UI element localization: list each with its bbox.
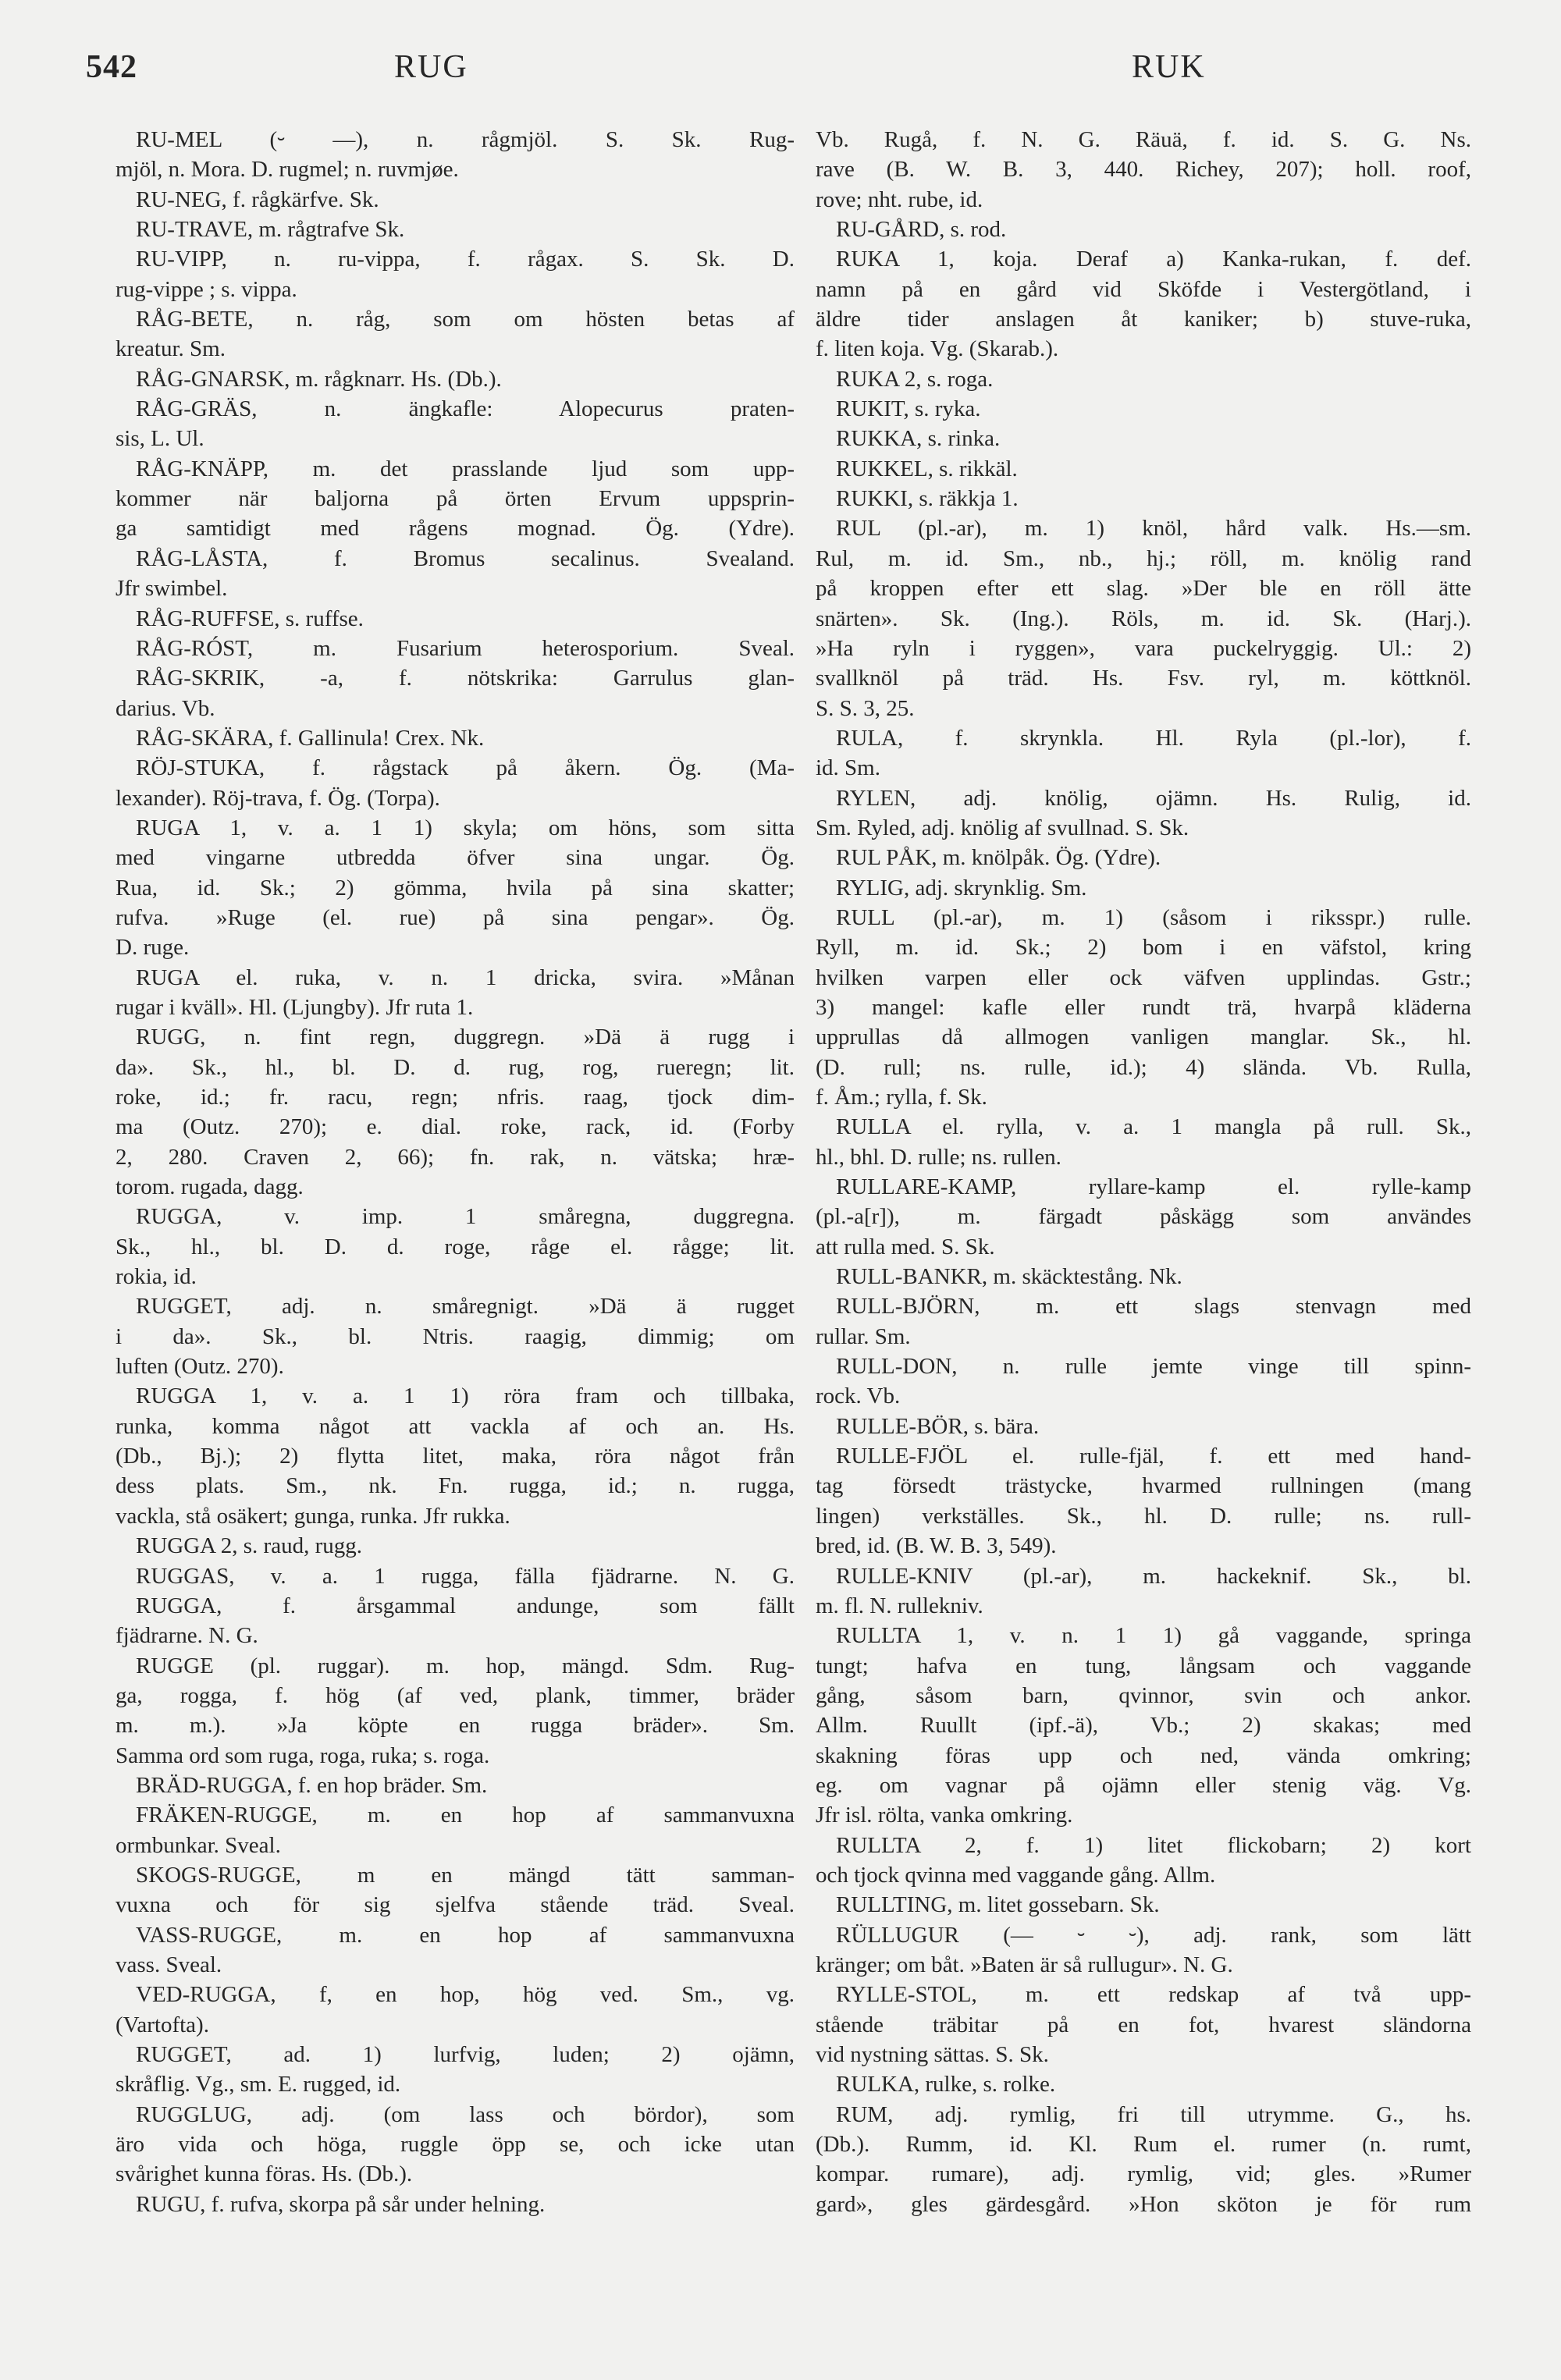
text-line: skakning föras upp och ned, vända omkring; <box>816 1742 1471 1768</box>
text-line: Rua, id. Sk.; 2) gömma, hvila på sina skatter; <box>116 875 795 900</box>
text-line: i da». Sk., bl. Ntris. raagig, dimmig; om <box>116 1323 795 1349</box>
text-line: roke, id.; fr. racu, regn; nfris. raag, tjock dim- <box>116 1085 795 1110</box>
text-line: BRÄD-RUGGA, f. en hop bräder. Sm. <box>136 1772 488 1798</box>
text-line: svallknöl på träd. Hs. Fsv. ryl, m. köttknöl. <box>816 666 1471 691</box>
text-line: id. Sm. <box>816 755 880 781</box>
text-line: (D. rull; ns. rulle, id.); 4) slända. Vb. Rulla, <box>816 1054 1471 1080</box>
left-column <box>116 125 795 2219</box>
text-line: rug-vippe ; s. vippa. <box>116 276 297 302</box>
text-line: (pl.-a[r]), m. färgadt påskägg som användes <box>816 1204 1471 1230</box>
text-line: Vb. Rugå, f. N. G. Räuä, f. id. S. G. Ns. <box>816 127 1471 152</box>
text-line: RUL PÅK, m. knölpåk. Ög. (Ydre). <box>836 845 1161 871</box>
text-line: RÅG-KNÄPP, m. det prasslande ljud som upp- <box>136 456 795 481</box>
text-line: RUKKI, s. räkkja 1. <box>836 486 1019 512</box>
text-line: kreatur. Sm. <box>116 336 226 362</box>
text-line: torom. rugada, dagg. <box>116 1174 304 1200</box>
text-line: da». Sk., hl., bl. D. d. rug, rog, rueregn; lit. <box>116 1054 795 1080</box>
text-line: RÅG-BETE, n. råg, som om hösten betas af <box>136 307 795 332</box>
text-line: vid nystning sättas. S. Sk. <box>816 2042 1049 2067</box>
running-head-left: RUG <box>394 49 468 85</box>
text-line: RUKA 2, s. roga. <box>836 366 994 392</box>
text-line: Allm. Ruullt (ipf.-ä), Vb.; 2) skakas; med <box>816 1713 1471 1739</box>
text-line: rufva. »Ruge (el. rue) på sina pengar». Ög. <box>116 904 795 930</box>
text-line: RUKA 1, koja. Deraf a) Kanka-rukan, f. def. <box>836 247 1471 272</box>
text-line: hl., bhl. D. rulle; ns. rullen. <box>816 1144 1061 1170</box>
text-line: lexander). Röj-trava, f. Ög. (Torpa). <box>116 785 440 811</box>
text-line: RÅG-SKRIK, -a, f. nötskrika: Garrulus glan- <box>136 666 795 691</box>
text-line: RUGGET, ad. 1) lurfvig, luden; 2) ojämn, <box>136 2042 795 2067</box>
text-line: stående träbitar på en fot, hvarest sländorna <box>816 2012 1471 2037</box>
text-line: RUL (pl.-ar), m. 1) knöl, hård valk. Hs.—sm. <box>836 516 1471 542</box>
text-line: Jfr swimbel. <box>116 576 228 602</box>
running-head-right: RUK <box>1132 49 1206 85</box>
text-line: RÅG-GNARSK, m. rågknarr. Hs. (Db.). <box>136 366 502 392</box>
text-line: RULLTA 1, v. n. 1 1) gå vaggande, springa <box>836 1623 1471 1649</box>
text-line: namn på en gård vid Sköfde i Vestergötland, i <box>816 276 1471 302</box>
text-line: RUKKEL, s. rikkäl. <box>836 456 1018 481</box>
text-line: RYLLE-STOL, m. ett redskap af två upp- <box>836 1982 1471 2008</box>
text-line: RULLARE-KAMP, ryllare-kamp el. rylle-kamp <box>836 1174 1471 1200</box>
text-line: RU-NEG, f. rågkärfve. Sk. <box>136 186 379 212</box>
text-line: luften (Outz. 270). <box>116 1354 284 1380</box>
text-line: rokia, id. <box>116 1264 197 1290</box>
text-line: RUKKA, s. rinka. <box>836 426 1001 452</box>
text-line: RULLTING, m. litet gossebarn. Sk. <box>836 1892 1160 1918</box>
text-line: och tjock qvinna med vaggande gång. Allm. <box>816 1862 1216 1888</box>
text-line: rove; nht. rube, id. <box>816 186 983 212</box>
text-line: RUGU, f. rufva, skorpa på sår under helning. <box>136 2191 546 2217</box>
text-line: sis, L. Ul. <box>116 426 204 452</box>
text-line: vass. Sveal. <box>116 1952 222 1977</box>
text-line: RULLE-FJÖL el. rulle-fjäl, f. ett med hand- <box>836 1444 1471 1469</box>
text-line: ormbunkar. Sveal. <box>116 1832 281 1858</box>
text-line: rullar. Sm. <box>816 1323 911 1349</box>
text-line: RUGGET, adj. n. småregnigt. »Dä ä rugget <box>136 1294 795 1320</box>
text-line: darius. Vb. <box>116 695 215 721</box>
text-line: RULLA el. rylla, v. a. 1 mangla på rull. Sk., <box>836 1114 1471 1140</box>
text-line: upprullas då allmogen vanligen manglar. Sk., hl. <box>816 1025 1471 1050</box>
text-line: RUGGAS, v. a. 1 rugga, fälla fjädrarne. N. G. <box>136 1563 795 1589</box>
text-line: vackla, stå osäkert; gunga, runka. Jfr rukka. <box>116 1503 510 1529</box>
text-line: vuxna och för sig sjelfva stående träd. Sveal. <box>116 1892 795 1918</box>
text-line: RULL-BJÖRN, m. ett slags stenvagn med <box>836 1294 1471 1320</box>
text-line: mjöl, n. Mora. D. rugmel; n. ruvmjøe. <box>116 157 459 183</box>
text-line: FRÄKEN-RUGGE, m. en hop af sammanvuxna <box>136 1803 795 1828</box>
text-line: RULA, f. skrynkla. Hl. Ryla (pl.-lor), f. <box>836 725 1471 751</box>
text-line: RU-GÅRD, s. rod. <box>836 217 1007 243</box>
right-column <box>816 125 1471 2219</box>
text-line: f. Åm.; rylla, f. Sk. <box>816 1085 987 1110</box>
text-line: gång, såsom barn, qvinnor, svin och ankor. <box>816 1682 1471 1708</box>
text-line: f. liten koja. Vg. (Skarab.). <box>816 336 1059 362</box>
text-line: RUGG, n. fint regn, duggregn. »Dä ä rugg i <box>136 1025 795 1050</box>
text-line: RU-MEL (⏑ —), n. rågmjöl. S. Sk. Rug- <box>136 127 795 152</box>
text-line: m. fl. N. rullekniv. <box>816 1593 983 1618</box>
text-line: skråflig. Vg., sm. E. rugged, id. <box>116 2072 401 2098</box>
text-line: gard», gles gärdesgård. »Hon sköton je för rum <box>816 2191 1471 2217</box>
text-line: VED-RUGGA, f, en hop, hög ved. Sm., vg. <box>136 1982 795 2008</box>
text-line: med vingarne utbredda öfver sina ungar. Ög. <box>116 845 795 871</box>
text-line: RULLE-KNIV (pl.-ar), m. hackeknif. Sk., bl. <box>836 1563 1471 1589</box>
text-line: RÅG-RUFFSE, s. ruffse. <box>136 606 364 631</box>
text-line: m. m.). »Ja köpte en rugga bräder». Sm. <box>116 1713 795 1739</box>
text-line: hvilken varpen eller ock väfven upplindas. Gstr.; <box>816 964 1471 990</box>
text-line: RUKIT, s. ryka. <box>836 396 981 422</box>
text-line: att rulla med. S. Sk. <box>816 1234 995 1259</box>
text-line: RULL-BANKR, m. skäcktestång. Nk. <box>836 1264 1182 1290</box>
text-line: rave (B. W. B. 3, 440. Richey, 207); holl. roof, <box>816 157 1471 183</box>
text-line: dess plats. Sm., nk. Fn. rugga, id.; n. rugga, <box>116 1473 795 1499</box>
text-line: 2, 280. Craven 2, 66); fn. rak, n. vätska; hræ- <box>116 1144 795 1170</box>
page-header <box>86 48 1483 95</box>
text-line: Samma ord som ruga, roga, ruka; s. roga. <box>116 1742 490 1768</box>
text-line: fjädrarne. N. G. <box>116 1623 258 1649</box>
text-line: RULLTA 2, f. 1) litet flickobarn; 2) kort <box>836 1832 1471 1858</box>
text-line: Jfr isl. rölta, vanka omkring. <box>816 1803 1073 1828</box>
text-line: RUGA el. ruka, v. n. 1 dricka, svira. »Månan <box>136 964 795 990</box>
text-line: D. ruge. <box>116 935 190 961</box>
text-line: SKOGS-RUGGE, m en mängd tätt samman- <box>136 1862 795 1888</box>
text-line: RÅG-SKÄRA, f. Gallinula! Crex. Nk. <box>136 725 485 751</box>
text-line: RU-TRAVE, m. rågtrafve Sk. <box>136 217 405 243</box>
text-line: »Ha ryln i ryggen», vara puckelryggig. Ul.: 2) <box>816 635 1471 661</box>
page-number: 542 <box>86 49 137 85</box>
text-line: RULKA, rulke, s. rolke. <box>836 2072 1056 2098</box>
text-line: RÜLLUGUR (— ⏑ ⏑), adj. rank, som lätt <box>836 1922 1471 1948</box>
text-line: RUGGA, f. årsgammal andunge, som fällt <box>136 1593 795 1618</box>
text-line: kommer när baljorna på örten Ervum uppsprin- <box>116 486 795 512</box>
text-line: snärten». Sk. (Ing.). Röls, m. id. Sk. (Harj.). <box>816 606 1471 631</box>
text-line: RUGGA, v. imp. 1 småregna, duggregna. <box>136 1204 795 1230</box>
text-line: 3) mangel: kafle eller rundt trä, hvarpå kläderna <box>816 994 1471 1020</box>
text-line: RUGA 1, v. a. 1 1) skyla; om höns, som sitta <box>136 815 795 840</box>
text-line: RULL (pl.-ar), m. 1) (såsom i riksspr.) rulle. <box>836 904 1471 930</box>
text-line: rock. Vb. <box>816 1384 901 1409</box>
text-line: VASS-RUGGE, m. en hop af sammanvuxna <box>136 1922 795 1948</box>
text-line: RÖJ-STUKA, f. rågstack på åkern. Ög. (Ma- <box>136 755 795 781</box>
text-line: ma (Outz. 270); e. dial. roke, rack, id. (Forby <box>116 1114 795 1140</box>
text-line: runka, komma något att vackla af och an. Hs. <box>116 1413 795 1439</box>
text-line: RUGGE (pl. ruggar). m. hop, mängd. Sdm. Rug- <box>136 1653 795 1678</box>
text-line: svårighet kunna föras. Hs. (Db.). <box>116 2162 413 2187</box>
text-line: Sk., hl., bl. D. d. roge, råge el. rågge; lit. <box>116 1234 795 1259</box>
text-line: bred, id. (B. W. B. 3, 549). <box>816 1533 1057 1559</box>
text-line: äro vida och höga, ruggle öpp se, och icke utan <box>116 2132 795 2158</box>
text-line: eg. om vagnar på ojämn eller stenig väg. Vg. <box>816 1772 1471 1798</box>
text-line: kompar. rumare), adj. rymlig, vid; gles. »Rumer <box>816 2162 1471 2187</box>
text-line: Ryll, m. id. Sk.; 2) bom i en väfstol, kring <box>816 935 1471 961</box>
text-line: tag försedt trästycke, hvarmed rullningen (mang <box>816 1473 1471 1499</box>
text-line: ga samtidigt med rågens mognad. Ög. (Ydre). <box>116 516 795 542</box>
text-line: RULL-DON, n. rulle jemte vinge till spinn- <box>836 1354 1471 1380</box>
text-line: RÅG-LÅSTA, f. Bromus secalinus. Svealand. <box>136 545 795 571</box>
text-line: RUM, adj. rymlig, fri till utrymme. G., hs. <box>836 2101 1471 2127</box>
text-line: tungt; hafva en tung, långsam och vaggande <box>816 1653 1471 1678</box>
text-line: RUGGA 2, s. raud, rugg. <box>136 1533 362 1559</box>
text-line: (Db., Bj.); 2) flytta litet, maka, röra något från <box>116 1444 795 1469</box>
text-line: RU-VIPP, n. ru-vippa, f. rågax. S. Sk. D. <box>136 247 795 272</box>
text-line: RYLIG, adj. skrynklig. Sm. <box>836 875 1087 900</box>
text-line: rugar i kväll». Hl. (Ljungby). Jfr ruta 1. <box>116 994 474 1020</box>
text-line: RÅG-RÓST, m. Fusarium heterosporium. Sveal. <box>136 635 795 661</box>
text-line: (Vartofta). <box>116 2012 209 2037</box>
text-line: RUGGA 1, v. a. 1 1) röra fram och tillbaka, <box>136 1384 795 1409</box>
text-line: (Db.). Rumm, id. Kl. Rum el. rumer (n. rumt, <box>816 2132 1471 2158</box>
text-line: Sm. Ryled, adj. knölig af svullnad. S. Sk. <box>816 815 1189 840</box>
text-line: RÅG-GRÄS, n. ängkafle: Alopecurus praten- <box>136 396 795 422</box>
text-line: RYLEN, adj. knölig, ojämn. Hs. Rulig, id. <box>836 785 1471 811</box>
text-line: kränger; om båt. »Baten är så rullugur». N. G. <box>816 1952 1233 1977</box>
text-line: RULLE-BÖR, s. bära. <box>836 1413 1040 1439</box>
text-line: på kroppen efter ett slag. »Der ble en röll ätte <box>816 576 1471 602</box>
text-line: RUGGLUG, adj. (om lass och bördor), som <box>136 2101 795 2127</box>
text-line: S. S. 3, 25. <box>816 695 915 721</box>
text-line: lingen) verkställes. Sk., hl. D. rulle; ns. rull- <box>816 1503 1471 1529</box>
text-line: Rul, m. id. Sm., nb., hj.; röll, m. knölig rand <box>816 545 1471 571</box>
text-line: äldre tider anslagen åt kaniker; b) stuve-ruka, <box>816 307 1471 332</box>
text-line: ga, rogga, f. hög (af ved, plank, timmer, bräder <box>116 1682 795 1708</box>
